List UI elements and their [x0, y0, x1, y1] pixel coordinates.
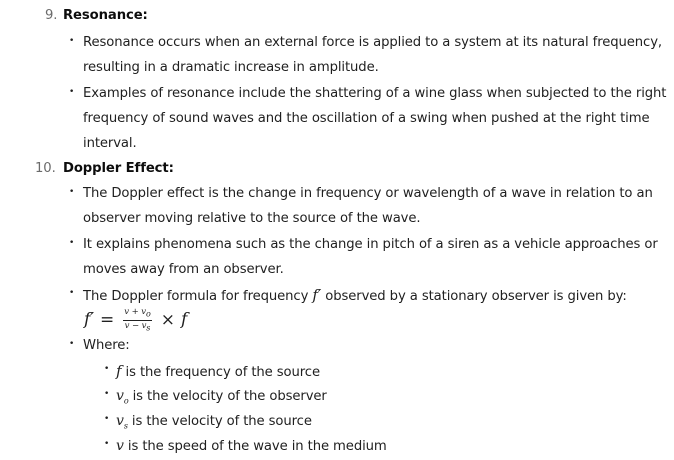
list-number: 10. [35, 161, 56, 176]
bullet-dot: • [104, 389, 110, 399]
bullet-text-line: interval. [83, 136, 137, 151]
formula-rhs: f [181, 309, 188, 330]
where-item [116, 388, 327, 406]
math-subscript: o [123, 396, 129, 406]
bullet-text-line: resulting in a dramatic increase in amplitude. [83, 60, 379, 75]
math-variable: f′ [312, 286, 322, 304]
formula-equals: = [100, 309, 115, 330]
math-variable: v [116, 388, 124, 404]
denominator-text: v − v [124, 320, 147, 331]
bullet-dot: • [69, 36, 75, 46]
text-segment: The Doppler formula for frequency [83, 289, 313, 304]
formula-fraction [123, 308, 151, 333]
denominator-subscript: s [146, 323, 151, 333]
bullet-text-line: The Doppler effect is the change in frequency or wavelength of a wave in relation to an [83, 186, 653, 201]
bullet-text-line [83, 286, 627, 304]
bullet-dot: • [69, 87, 75, 97]
bullet-text-line: Examples of resonance include the shattering of a wine glass when subjected to the right [83, 86, 667, 101]
bullet-text-line: It explains phenomena such as the change in pitch of a siren as a vehicle approaches or [83, 237, 658, 252]
math-variable: v [116, 413, 124, 429]
numerator-subscript: o [145, 309, 151, 319]
bullet-text-line: frequency of sound waves and the oscillation of a swing when pushed at the right time [83, 111, 650, 126]
where-item-text: is the speed of the wave in the medium [123, 439, 387, 454]
bullet-dot: • [104, 364, 110, 374]
bullet-dot: • [69, 238, 75, 248]
section-title-resonance: Resonance: [63, 8, 148, 23]
where-item [116, 438, 387, 454]
bullet-dot: • [69, 187, 75, 197]
math-variable: f [116, 362, 122, 380]
bullet-dot: • [104, 414, 110, 424]
where-item [116, 413, 312, 431]
doppler-formula [84, 308, 187, 333]
formula-lhs: f′ [84, 309, 94, 330]
bullet-dot: • [104, 439, 110, 449]
text-segment: observed by a stationary observer is given by: [321, 289, 627, 304]
section-title-doppler: Doppler Effect: [63, 161, 174, 176]
numerator-text: v + v [124, 307, 146, 317]
formula-times: × [160, 309, 175, 330]
math-subscript: s [123, 421, 128, 431]
bullet-text-line: moves away from an observer. [83, 262, 284, 277]
fraction-denominator [123, 321, 151, 334]
where-item [116, 362, 320, 380]
list-number: 9. [45, 8, 58, 23]
bullet-dot: • [69, 339, 75, 349]
math-variable: v [116, 438, 124, 454]
fraction-numerator [123, 308, 151, 321]
where-item-text: is the velocity of the source [127, 414, 312, 429]
where-item-text: is the frequency of the source [121, 365, 320, 380]
bullet-text-line: observer moving relative to the source of the wave. [83, 211, 421, 226]
bullet-dot: • [69, 288, 75, 298]
bullet-text-line: Resonance occurs when an external force is applied to a system at its natural frequency, [83, 35, 663, 50]
where-label: Where: [83, 338, 130, 353]
where-item-text: is the velocity of the observer [128, 389, 327, 404]
